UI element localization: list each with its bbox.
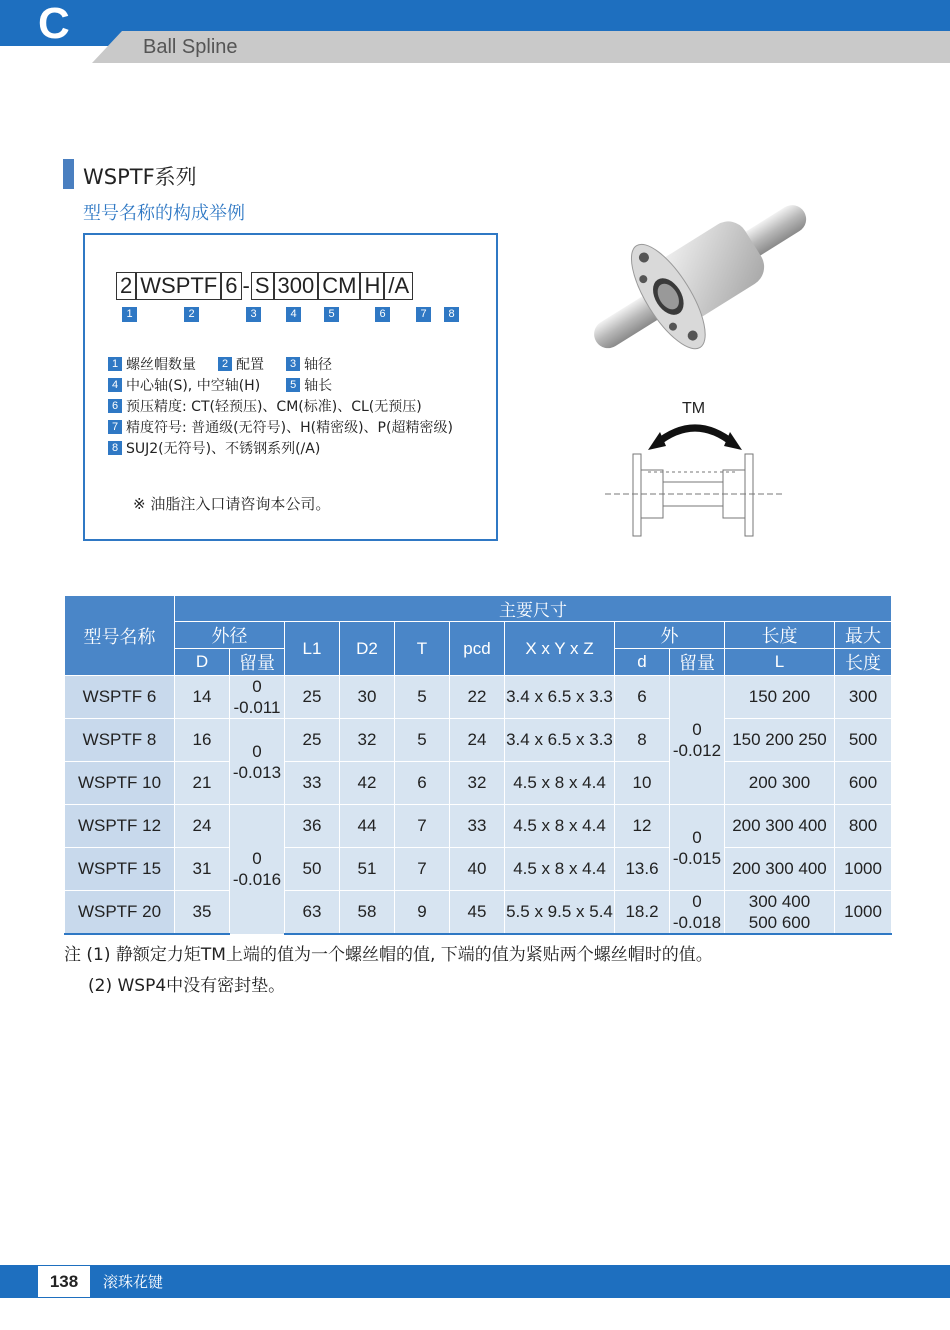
code-seg-preload: CM [318,272,360,300]
legend-text: 精度符号: 普通级(无符号)、H(精密级)、P(超精密级) [126,420,453,436]
legend-num: 6 [108,399,122,413]
col-header-outer-dia: 外径 [175,622,285,649]
cell-d: 6 [615,676,670,719]
cell-model: WSPTF 12 [65,805,175,848]
legend-line-1 [108,354,332,374]
footnote-1: 注 (1) 静额定力矩TM上端的值为一个螺丝帽的值, 下端的值为紧贴两个螺丝帽时的值。 [64,945,713,965]
legend-text: 轴长 [304,378,333,394]
cell-D2: 58 [340,891,395,935]
legend-text: 配置 [236,357,264,373]
table-row [65,719,892,762]
tol-lower: -0.015 [672,848,722,868]
cell-pcd: 24 [450,719,505,762]
legend-line-3 [108,396,422,416]
cell-pcd: 22 [450,676,505,719]
cell-L1: 36 [285,805,340,848]
header-subtitle: Ball Spline [143,36,238,58]
grease-note: ※ 油脂注入口请咨询本公司。 [133,495,331,513]
cell-T: 5 [395,719,450,762]
legend-num: 5 [286,378,300,392]
col-header-max-2: 长度 [835,649,892,676]
col-header-length: 长度 [725,622,835,649]
cell-d: 8 [615,719,670,762]
cell-D2: 30 [340,676,395,719]
cell-L1: 25 [285,719,340,762]
col-header-allowance-2: 留量 [670,649,725,676]
legend-num: 1 [108,357,122,371]
cell-max: 600 [835,762,892,805]
col-header-xyz: X x Y x Z [505,622,615,676]
code-num-2: 2 [184,307,199,322]
footnotes [64,940,713,1002]
spec-table [64,595,892,935]
cell-L: 300 400 500 600 [725,891,835,935]
col-header-outer: 外 [615,622,725,649]
cell-L: 200 300 400 [725,805,835,848]
col-header-allowance: 留量 [230,649,285,676]
col-header-L1: L1 [285,622,340,676]
code-seg-length: 300 [274,272,319,300]
cell-model: WSPTF 10 [65,762,175,805]
code-num-3: 3 [246,307,261,322]
cell-pcd: 45 [450,891,505,935]
section-title: WSPTF系列 [83,165,197,189]
legend-num: 4 [108,378,122,392]
footer-title: 滚珠花键 [103,1273,164,1291]
footnote-2: (2) WSP4中没有密封垫。 [88,976,286,996]
legend-line-2 [108,375,332,395]
tol-lower: -0.016 [232,870,282,890]
legend-text: SUJ2(无符号)、不锈钢系列(/A) [126,441,321,457]
col-header-D2: D2 [340,622,395,676]
cell-D2: 51 [340,848,395,891]
cell-d: 13.6 [615,848,670,891]
legend-text: 中心轴(S), 中空轴(H) [126,378,261,394]
torque-label: TM [682,400,706,417]
cell-D: 35 [175,891,230,935]
cell-L1: 63 [285,891,340,935]
col-header-L: L [725,649,835,676]
code-num-1: 1 [122,307,137,322]
code-seg-model: WSPTF [136,272,221,300]
cell-T: 5 [395,676,450,719]
cell-D-tolerance [230,676,285,719]
legend-num: 7 [108,420,122,434]
legend-text: 轴径 [304,357,332,373]
cell-xyz: 4.5 x 8 x 4.4 [505,805,615,848]
table-row [65,848,892,891]
cell-L: 150 200 [725,676,835,719]
col-header-D: D [175,649,230,676]
cell-d: 12 [615,805,670,848]
cell-max: 1000 [835,848,892,891]
header-band [0,0,950,33]
cell-L: 200 300 [725,762,835,805]
code-num-4: 4 [286,307,301,322]
code-num-8: 8 [444,307,459,322]
code-seg-shaft: S [251,272,274,300]
legend-num: 3 [286,357,300,371]
cell-d: 10 [615,762,670,805]
page-number: 138 [38,1266,90,1297]
chapter-letter: C [38,0,70,48]
cell-D2: 44 [340,805,395,848]
cell-L1: 25 [285,676,340,719]
col-header-model: 型号名称 [65,596,175,676]
tol-upper: 0 [252,677,262,696]
cell-d-tolerance [670,805,725,891]
torque-diagram [600,392,790,542]
cell-d: 18.2 [615,891,670,935]
cell-D2: 32 [340,719,395,762]
section-marker [63,159,74,189]
cell-D: 16 [175,719,230,762]
cell-max: 1000 [835,891,892,935]
cell-model: WSPTF 15 [65,848,175,891]
cell-D: 21 [175,762,230,805]
tol-upper: 0 [692,720,702,739]
table-row [65,676,892,719]
tol-lower: -0.013 [232,762,282,782]
col-header-T: T [395,622,450,676]
cell-L: 150 200 250 [725,719,835,762]
cell-D-tolerance [230,719,285,805]
code-dash: - [242,273,250,298]
legend-text: 预压精度: CT(轻预压)、CM(标准)、CL(无预压) [126,399,422,415]
cell-L: 200 300 400 [725,848,835,891]
tol-lower: -0.012 [672,741,722,760]
cell-T: 7 [395,848,450,891]
legend-line-4 [108,417,453,437]
col-header-main: 主要尺寸 [175,596,892,622]
tol-upper: 0 [692,827,702,847]
cell-xyz: 4.5 x 8 x 4.4 [505,848,615,891]
spec-table-wrap [64,595,886,935]
cell-D2: 42 [340,762,395,805]
code-seg-accuracy: H [360,272,384,300]
cell-xyz: 5.5 x 9.5 x 5.4 [505,891,615,935]
cell-L1: 50 [285,848,340,891]
model-code-row [116,271,413,301]
code-num-7: 7 [416,307,431,322]
tol-lower: -0.011 [233,698,281,717]
cell-pcd: 33 [450,805,505,848]
cell-pcd: 40 [450,848,505,891]
section-subtitle: 型号名称的构成举例 [83,203,245,224]
cell-d-tolerance [670,891,725,935]
cell-D: 14 [175,676,230,719]
cell-max: 500 [835,719,892,762]
col-header-d: d [615,649,670,676]
tol-upper: 0 [252,849,262,869]
legend-num: 2 [218,357,232,371]
cell-pcd: 32 [450,762,505,805]
legend-line-5 [108,438,320,458]
legend-num: 8 [108,441,122,455]
table-row [65,805,892,848]
legend-text: 螺丝帽数量 [126,357,196,373]
cell-D-tolerance [230,805,285,935]
cell-model: WSPTF 6 [65,676,175,719]
cell-T: 6 [395,762,450,805]
cell-model: WSPTF 20 [65,891,175,935]
code-num-6: 6 [375,307,390,322]
table-row [65,891,892,935]
cell-T: 9 [395,891,450,935]
tol-upper: 0 [692,892,702,911]
col-header-max: 最大 [835,622,892,649]
cell-L1: 33 [285,762,340,805]
tol-lower: -0.018 [672,913,722,932]
cell-max: 300 [835,676,892,719]
code-seg-qty: 2 [116,272,136,300]
cell-xyz: 3.4 x 6.5 x 3.3 [505,719,615,762]
cell-d-tolerance [670,676,725,805]
col-header-pcd: pcd [450,622,505,676]
ball-spline-product-image [568,188,828,368]
model-code-box [83,233,498,541]
tol-upper: 0 [252,741,262,761]
cell-xyz: 3.4 x 6.5 x 3.3 [505,676,615,719]
code-num-5: 5 [324,307,339,322]
cell-max: 800 [835,805,892,848]
cell-T: 7 [395,805,450,848]
cell-xyz: 4.5 x 8 x 4.4 [505,762,615,805]
code-seg-dia: 6 [221,272,241,300]
cell-model: WSPTF 8 [65,719,175,762]
table-row [65,762,892,805]
code-seg-material: /A [384,272,413,300]
cell-D: 31 [175,848,230,891]
cell-D: 24 [175,805,230,848]
